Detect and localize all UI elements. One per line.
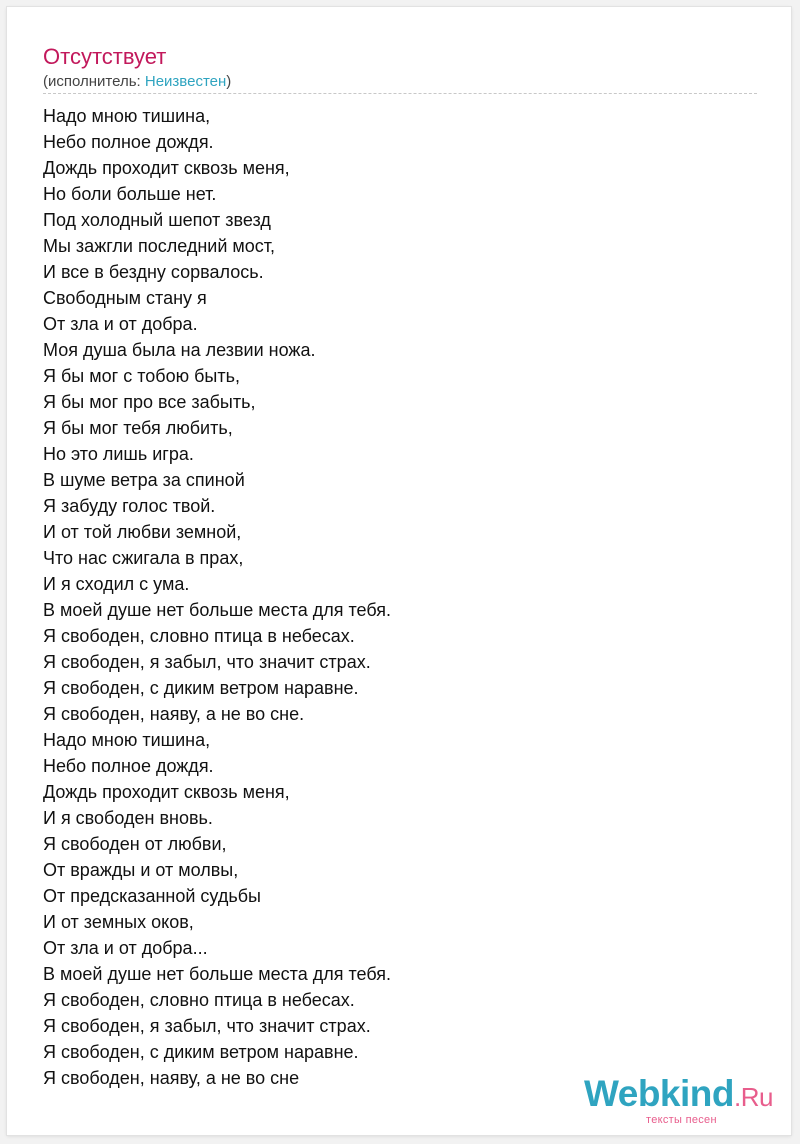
dashed-divider — [43, 93, 757, 94]
lyric-line: Но это лишь игра. — [43, 444, 194, 464]
song-title: Отсутствует — [43, 44, 167, 69]
lyric-line: И я свободен вновь. — [43, 808, 213, 828]
lyrics-sheet — [7, 7, 791, 1135]
lyric-line: Под холодный шепот звезд — [43, 210, 271, 230]
lyric-line: Мы зажгли последний мост, — [43, 236, 276, 256]
lyric-line: Моя душа была на лезвии ножа. — [43, 340, 316, 360]
lyric-line: Я свободен, я забыл, что значит страх. — [43, 652, 371, 672]
lyric-line: Но боли больше нет. — [43, 184, 217, 204]
lyric-line: От зла и от добра. — [43, 314, 198, 334]
lyric-line: Дождь проходит сквозь меня, — [43, 158, 290, 178]
lyric-line: Я свободен от любви, — [43, 834, 227, 854]
logo-wordmark — [584, 1072, 773, 1119]
lyric-line: Я свободен, с диким ветром наравне. — [43, 1042, 359, 1062]
lyric-line: От вражды и от молвы, — [43, 860, 239, 880]
lyric-line: В шуме ветра за спиной — [43, 470, 245, 490]
lyric-line: Я забуду голос твой. — [43, 496, 216, 516]
logo-word: Webkind — [584, 1073, 734, 1114]
lyric-line: Я свободен, я забыл, что значит страх. — [43, 1016, 371, 1036]
lyric-line: Я свободен, наяву, а не во сне — [43, 1068, 300, 1088]
lyric-line: И я сходил с ума. — [43, 574, 190, 594]
lyric-line: Я бы мог с тобою быть, — [43, 366, 240, 386]
lyric-line: Свободным стану я — [43, 288, 207, 308]
lyric-line: Небо полное дождя. — [43, 132, 214, 152]
lyric-line: Что нас сжигала в прах, — [43, 548, 244, 568]
lyric-line: Дождь проходит сквозь меня, — [43, 782, 290, 802]
lyric-line: В моей душе нет больше места для тебя. — [43, 964, 391, 984]
logo-tld: .Ru — [734, 1082, 773, 1112]
artist-line — [43, 73, 231, 91]
lyric-line: От зла и от добра... — [43, 938, 208, 958]
lyric-line: Я свободен, словно птица в небесах. — [43, 626, 355, 646]
lyric-line: Надо мною тишина, — [43, 106, 211, 126]
lyrics-list — [43, 103, 391, 1091]
lyric-line: Я свободен, наяву, а не во сне. — [43, 704, 305, 724]
logo-tagline: тексты песен — [646, 1114, 717, 1126]
lyric-line: И все в бездну сорвалось. — [43, 262, 264, 282]
lyric-line: В моей душе нет больше места для тебя. — [43, 600, 391, 620]
lyric-line: Я бы мог про все забыть, — [43, 392, 256, 412]
lyric-line: Я бы мог тебя любить, — [43, 418, 233, 438]
artist-suffix: ) — [226, 73, 232, 90]
lyric-line: Надо мною тишина, — [43, 730, 211, 750]
artist-link[interactable]: Неизвестен — [144, 73, 227, 90]
lyric-line: И от той любви земной, — [43, 522, 242, 542]
lyric-line: И от земных оков, — [43, 912, 194, 932]
lyric-line: От предсказанной судьбы — [43, 886, 261, 906]
lyric-line: Я свободен, словно птица в небесах. — [43, 990, 355, 1010]
artist-prefix: (исполнитель: — [43, 73, 145, 90]
lyric-line: Я свободен, с диким ветром наравне. — [43, 678, 359, 698]
lyric-line: Небо полное дождя. — [43, 756, 214, 776]
webkind-logo[interactable] — [584, 1072, 784, 1132]
